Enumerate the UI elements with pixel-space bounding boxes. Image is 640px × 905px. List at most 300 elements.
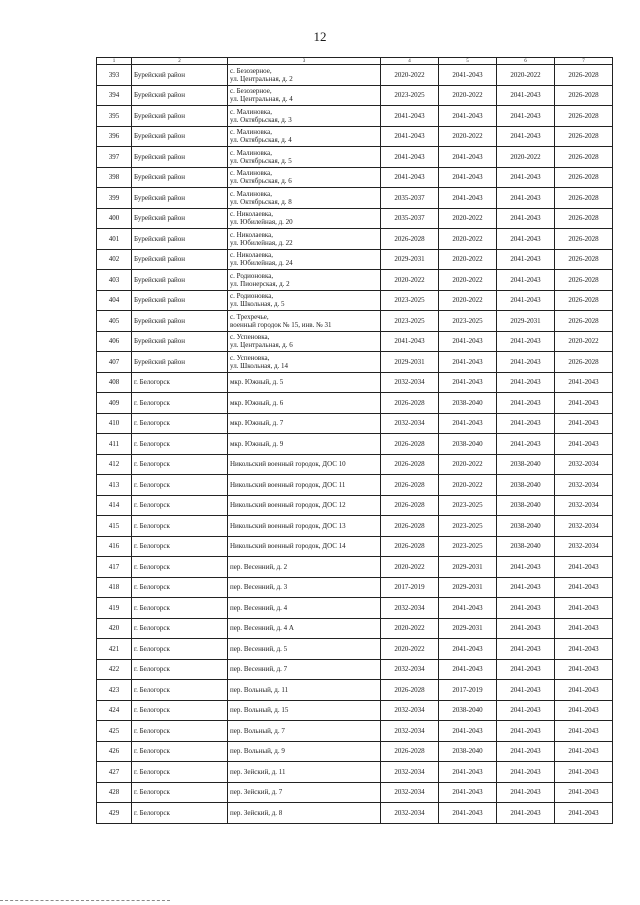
period-col5-cell: 2041-2043 [439,372,497,393]
row-number-cell: 417 [97,557,132,578]
period-col7-cell: 2032-2034 [555,536,613,557]
period-col6-cell: 2041-2043 [497,598,555,619]
table-row [97,598,613,619]
address-cell [228,126,381,147]
row-number-cell: 420 [97,618,132,639]
period-col6-cell: 2038-2040 [497,495,555,516]
address-cell [228,434,381,455]
district-cell: Бурейский район [132,208,228,229]
column-number: 4 [381,58,439,65]
address-cell [228,557,381,578]
row-number-cell: 414 [97,495,132,516]
row-number-cell: 429 [97,803,132,824]
address-line: мкр. Южный, д. 6 [230,398,284,407]
period-col6-cell: 2041-2043 [497,106,555,127]
address-line: ул. Октябрьская, д. 6 [230,177,292,186]
period-col5-cell: 2041-2043 [439,331,497,352]
row-number-cell: 397 [97,147,132,168]
period-col5-cell: 2023-2025 [439,536,497,557]
period-col5-cell: 2038-2040 [439,741,497,762]
address-line: пер. Зейский, д. 7 [230,788,283,797]
address-cell [228,454,381,475]
period-col7-cell: 2041-2043 [555,372,613,393]
district-cell: Бурейский район [132,65,228,86]
period-col4-cell: 2032-2034 [381,372,439,393]
period-col4-cell: 2026-2028 [381,454,439,475]
column-number: 3 [228,58,381,65]
period-col5-cell: 2029-2031 [439,618,497,639]
period-col4-cell: 2032-2034 [381,762,439,783]
table-row [97,229,613,250]
address-cell [228,639,381,660]
period-col7-cell: 2026-2028 [555,188,613,209]
row-number-cell: 403 [97,270,132,291]
table-row [97,475,613,496]
period-col4-cell: 2026-2028 [381,229,439,250]
scan-edge-mark [0,900,170,902]
period-col4-cell: 2032-2034 [381,782,439,803]
address-line: с. Безозерное, [230,87,272,96]
address-line: с. Успеновка, [230,333,270,342]
row-number-cell: 413 [97,475,132,496]
column-number: 5 [439,58,497,65]
table-row [97,311,613,332]
period-col6-cell: 2041-2043 [497,659,555,680]
period-col7-cell: 2041-2043 [555,721,613,742]
table-row [97,782,613,803]
row-number-cell: 395 [97,106,132,127]
address-cell [228,516,381,537]
period-col6-cell: 2029-2031 [497,311,555,332]
district-cell: г. Белогорск [132,700,228,721]
row-number-cell: 412 [97,454,132,475]
period-col4-cell: 2026-2028 [381,680,439,701]
period-col7-cell: 2026-2028 [555,167,613,188]
period-col4-cell: 2032-2034 [381,700,439,721]
table-row [97,85,613,106]
period-col6-cell: 2041-2043 [497,208,555,229]
address-line: с. Николаевка, [230,210,274,219]
period-col5-cell: 2029-2031 [439,557,497,578]
row-number-cell: 408 [97,372,132,393]
address-line: с. Николаевка, [230,230,274,239]
address-cell [228,475,381,496]
period-col6-cell: 2041-2043 [497,290,555,311]
period-col5-cell: 2041-2043 [439,413,497,434]
address-cell [228,331,381,352]
period-col6-cell: 2038-2040 [497,536,555,557]
address-line: пер. Весенний, д. 3 [230,583,288,592]
period-col5-cell: 2020-2022 [439,290,497,311]
period-col7-cell: 2041-2043 [555,598,613,619]
period-col7-cell: 2026-2028 [555,352,613,373]
table-row [97,721,613,742]
table-row [97,331,613,352]
address-line: с. Малиновка, [230,169,272,178]
district-cell: г. Белогорск [132,557,228,578]
district-cell: Бурейский район [132,290,228,311]
period-col6-cell: 2038-2040 [497,454,555,475]
period-col6-cell: 2041-2043 [497,249,555,270]
row-number-cell: 407 [97,352,132,373]
district-cell: г. Белогорск [132,393,228,414]
row-number-cell: 410 [97,413,132,434]
period-col4-cell: 2041-2043 [381,106,439,127]
period-col5-cell: 2023-2025 [439,516,497,537]
period-col6-cell: 2041-2043 [497,372,555,393]
row-number-cell: 394 [97,85,132,106]
address-line: пер. Весенний, д. 5 [230,644,288,653]
period-col4-cell: 2026-2028 [381,536,439,557]
row-number-cell: 405 [97,311,132,332]
period-col7-cell: 2041-2043 [555,762,613,783]
district-cell: г. Белогорск [132,680,228,701]
period-col7-cell: 2026-2028 [555,106,613,127]
address-cell [228,147,381,168]
period-col7-cell: 2041-2043 [555,434,613,455]
district-cell: Бурейский район [132,126,228,147]
address-line: ул. Центральная, д. 4 [230,95,293,104]
address-line: с. Малиновка, [230,107,272,116]
row-number-cell: 422 [97,659,132,680]
row-number-cell: 423 [97,680,132,701]
period-col5-cell: 2020-2022 [439,85,497,106]
period-col4-cell: 2041-2043 [381,331,439,352]
column-number: 7 [555,58,613,65]
row-number-cell: 428 [97,782,132,803]
period-col4-cell: 2035-2037 [381,208,439,229]
address-line: ул. Октябрьская, д. 3 [230,115,292,124]
period-col6-cell: 2041-2043 [497,270,555,291]
period-col6-cell: 2041-2043 [497,126,555,147]
period-col5-cell: 2023-2025 [439,495,497,516]
period-col6-cell: 2041-2043 [497,352,555,373]
period-col5-cell: 2041-2043 [439,598,497,619]
period-col7-cell: 2041-2043 [555,618,613,639]
period-col5-cell: 2020-2022 [439,126,497,147]
period-col7-cell: 2041-2043 [555,413,613,434]
address-line: военный городок № 15, инв. № 31 [230,320,332,329]
row-number-cell: 425 [97,721,132,742]
period-col7-cell: 2041-2043 [555,680,613,701]
address-cell [228,536,381,557]
address-line: пер. Вольный, д. 7 [230,726,285,735]
period-col7-cell: 2032-2034 [555,495,613,516]
period-col4-cell: 2026-2028 [381,393,439,414]
address-line: с. Родионовка, [230,292,274,301]
period-col5-cell: 2020-2022 [439,229,497,250]
district-cell: г. Белогорск [132,536,228,557]
address-line: ул. Школьная, д. 5 [230,300,285,309]
address-line: с. Безозерное, [230,66,272,75]
address-line: ул. Пионерская, д. 2 [230,279,290,288]
address-cell [228,413,381,434]
table-row [97,803,613,824]
period-col4-cell: 2020-2022 [381,618,439,639]
address-cell [228,782,381,803]
period-col6-cell: 2041-2043 [497,762,555,783]
period-col7-cell: 2026-2028 [555,85,613,106]
address-line: с. Успеновка, [230,353,270,362]
district-cell: г. Белогорск [132,413,228,434]
district-cell: г. Белогорск [132,454,228,475]
district-cell: г. Белогорск [132,618,228,639]
district-cell: г. Белогорск [132,475,228,496]
period-col7-cell: 2026-2028 [555,65,613,86]
row-number-cell: 398 [97,167,132,188]
column-number: 1 [97,58,132,65]
period-col4-cell: 2041-2043 [381,126,439,147]
period-col5-cell: 2020-2022 [439,208,497,229]
period-col4-cell: 2026-2028 [381,741,439,762]
address-cell [228,680,381,701]
table-row [97,700,613,721]
period-col4-cell: 2032-2034 [381,803,439,824]
district-cell: Бурейский район [132,85,228,106]
table-row [97,106,613,127]
period-col5-cell: 2041-2043 [439,782,497,803]
address-cell [228,290,381,311]
table-row [97,188,613,209]
row-number-cell: 426 [97,741,132,762]
address-line: пер. Весенний, д. 4 [230,603,288,612]
table-row [97,352,613,373]
period-col7-cell: 2020-2022 [555,331,613,352]
table-row [97,516,613,537]
period-col7-cell: 2026-2028 [555,290,613,311]
period-col5-cell: 2038-2040 [439,393,497,414]
address-cell [228,352,381,373]
period-col6-cell: 2041-2043 [497,741,555,762]
district-cell: г. Белогорск [132,577,228,598]
address-cell [228,311,381,332]
address-line: ул. Октябрьская, д. 4 [230,136,292,145]
period-col6-cell: 2038-2040 [497,516,555,537]
address-line: пер. Вольный, д. 11 [230,685,289,694]
district-cell: Бурейский район [132,249,228,270]
period-col4-cell: 2026-2028 [381,434,439,455]
address-line: пер. Зейский, д. 8 [230,808,283,817]
address-cell [228,659,381,680]
column-number: 2 [132,58,228,65]
period-col4-cell: 2023-2025 [381,85,439,106]
district-cell: Бурейский район [132,229,228,250]
period-col7-cell: 2026-2028 [555,126,613,147]
table-row [97,639,613,660]
period-col6-cell: 2041-2043 [497,331,555,352]
address-line: пер. Весенний, д. 4 А [230,624,294,633]
district-cell: г. Белогорск [132,659,228,680]
period-col7-cell: 2026-2028 [555,270,613,291]
period-col4-cell: 2041-2043 [381,147,439,168]
address-line: пер. Весенний, д. 2 [230,562,288,571]
period-col4-cell: 2026-2028 [381,516,439,537]
row-number-cell: 393 [97,65,132,86]
address-line: с. Малиновка, [230,128,272,137]
period-col7-cell: 2026-2028 [555,147,613,168]
period-col6-cell: 2041-2043 [497,680,555,701]
district-cell: Бурейский район [132,106,228,127]
period-col5-cell: 2017-2019 [439,680,497,701]
period-col5-cell: 2041-2043 [439,639,497,660]
table-row [97,147,613,168]
column-number: 6 [497,58,555,65]
housing-registry-table [96,57,613,824]
row-number-cell: 396 [97,126,132,147]
row-number-cell: 400 [97,208,132,229]
address-cell [228,188,381,209]
address-cell [228,249,381,270]
district-cell: г. Белогорск [132,782,228,803]
table-row [97,495,613,516]
address-line: ул. Центральная, д. 6 [230,341,293,350]
district-cell: г. Белогорск [132,516,228,537]
district-cell: Бурейский район [132,167,228,188]
period-col6-cell: 2041-2043 [497,577,555,598]
period-col4-cell: 2023-2025 [381,311,439,332]
address-line: с. Николаевка, [230,251,274,260]
district-cell: г. Белогорск [132,495,228,516]
address-cell [228,85,381,106]
district-cell: г. Белогорск [132,598,228,619]
period-col6-cell: 2041-2043 [497,618,555,639]
table-row [97,167,613,188]
row-number-cell: 399 [97,188,132,209]
row-number-cell: 416 [97,536,132,557]
address-line: пер. Вольный, д. 9 [230,747,285,756]
table-row [97,413,613,434]
district-cell: Бурейский район [132,331,228,352]
period-col6-cell: 2041-2043 [497,85,555,106]
row-number-cell: 406 [97,331,132,352]
address-line: мкр. Южный, д. 9 [230,439,284,448]
address-line: с. Родионовка, [230,271,274,280]
period-col6-cell: 2041-2043 [497,803,555,824]
table-row [97,454,613,475]
address-cell [228,208,381,229]
period-col7-cell: 2026-2028 [555,208,613,229]
period-col4-cell: 2017-2019 [381,577,439,598]
address-line: ул. Октябрьская, д. 8 [230,197,292,206]
period-col4-cell: 2029-2031 [381,352,439,373]
period-col4-cell: 2023-2025 [381,290,439,311]
address-line: мкр. Южный, д. 5 [230,378,284,387]
period-col6-cell: 2041-2043 [497,229,555,250]
period-col7-cell: 2041-2043 [555,803,613,824]
period-col5-cell: 2020-2022 [439,454,497,475]
address-cell [228,577,381,598]
period-col6-cell: 2041-2043 [497,639,555,660]
address-line: с. Малиновка, [230,148,272,157]
page-number: 12 [313,29,327,44]
period-col7-cell: 2041-2043 [555,639,613,660]
address-line: Никольский военный городок, ДОС 14 [230,542,346,551]
district-cell: г. Белогорск [132,639,228,660]
address-line: ул. Юбилейная, д. 22 [230,238,293,247]
table-row [97,126,613,147]
table-row [97,65,613,86]
district-cell: Бурейский район [132,147,228,168]
period-col4-cell: 2026-2028 [381,475,439,496]
address-line: ул. Школьная, д. 14 [230,361,289,370]
row-number-cell: 424 [97,700,132,721]
address-cell [228,229,381,250]
period-col6-cell: 2020-2022 [497,65,555,86]
district-cell: Бурейский район [132,352,228,373]
period-col6-cell: 2041-2043 [497,434,555,455]
period-col4-cell: 2020-2022 [381,557,439,578]
period-col7-cell: 2032-2034 [555,516,613,537]
period-col4-cell: 2032-2034 [381,598,439,619]
period-col4-cell: 2029-2031 [381,249,439,270]
row-number-cell: 411 [97,434,132,455]
period-col6-cell: 2041-2043 [497,721,555,742]
address-cell [228,393,381,414]
district-cell: Бурейский район [132,270,228,291]
period-col5-cell: 2041-2043 [439,659,497,680]
table-row [97,659,613,680]
address-line: пер. Зейский, д. 11 [230,767,286,776]
period-col5-cell: 2023-2025 [439,311,497,332]
row-number-cell: 404 [97,290,132,311]
row-number-cell: 427 [97,762,132,783]
address-cell [228,372,381,393]
period-col7-cell: 2041-2043 [555,659,613,680]
period-col6-cell: 2041-2043 [497,700,555,721]
row-number-cell: 402 [97,249,132,270]
period-col7-cell: 2041-2043 [555,577,613,598]
period-col5-cell: 2041-2043 [439,106,497,127]
period-col5-cell: 2041-2043 [439,147,497,168]
period-col5-cell: 2038-2040 [439,700,497,721]
address-line: ул. Октябрьская, д. 5 [230,156,292,165]
period-col5-cell: 2041-2043 [439,803,497,824]
district-cell: Бурейский район [132,188,228,209]
period-col5-cell: 2041-2043 [439,188,497,209]
row-number-cell: 409 [97,393,132,414]
address-line: пер. Вольный, д. 15 [230,706,289,715]
address-cell [228,65,381,86]
district-cell: г. Белогорск [132,762,228,783]
period-col7-cell: 2026-2028 [555,311,613,332]
period-col4-cell: 2032-2034 [381,659,439,680]
district-cell: г. Белогорск [132,721,228,742]
period-col5-cell: 2041-2043 [439,762,497,783]
period-col5-cell: 2041-2043 [439,167,497,188]
period-col5-cell: 2041-2043 [439,65,497,86]
period-col7-cell: 2041-2043 [555,557,613,578]
table-row [97,372,613,393]
address-cell [228,270,381,291]
period-col7-cell: 2032-2034 [555,454,613,475]
table-row [97,290,613,311]
period-col5-cell: 2041-2043 [439,721,497,742]
address-cell [228,106,381,127]
period-col6-cell: 2041-2043 [497,782,555,803]
period-col5-cell: 2020-2022 [439,270,497,291]
period-col5-cell: 2020-2022 [439,249,497,270]
period-col7-cell: 2041-2043 [555,700,613,721]
period-col7-cell: 2026-2028 [555,229,613,250]
period-col4-cell: 2020-2022 [381,65,439,86]
address-cell [228,803,381,824]
table-row [97,577,613,598]
period-col5-cell: 2020-2022 [439,475,497,496]
address-cell [228,700,381,721]
address-line: с. Трехречье, [230,312,269,321]
column-number-row [97,58,613,65]
period-col5-cell: 2029-2031 [439,577,497,598]
